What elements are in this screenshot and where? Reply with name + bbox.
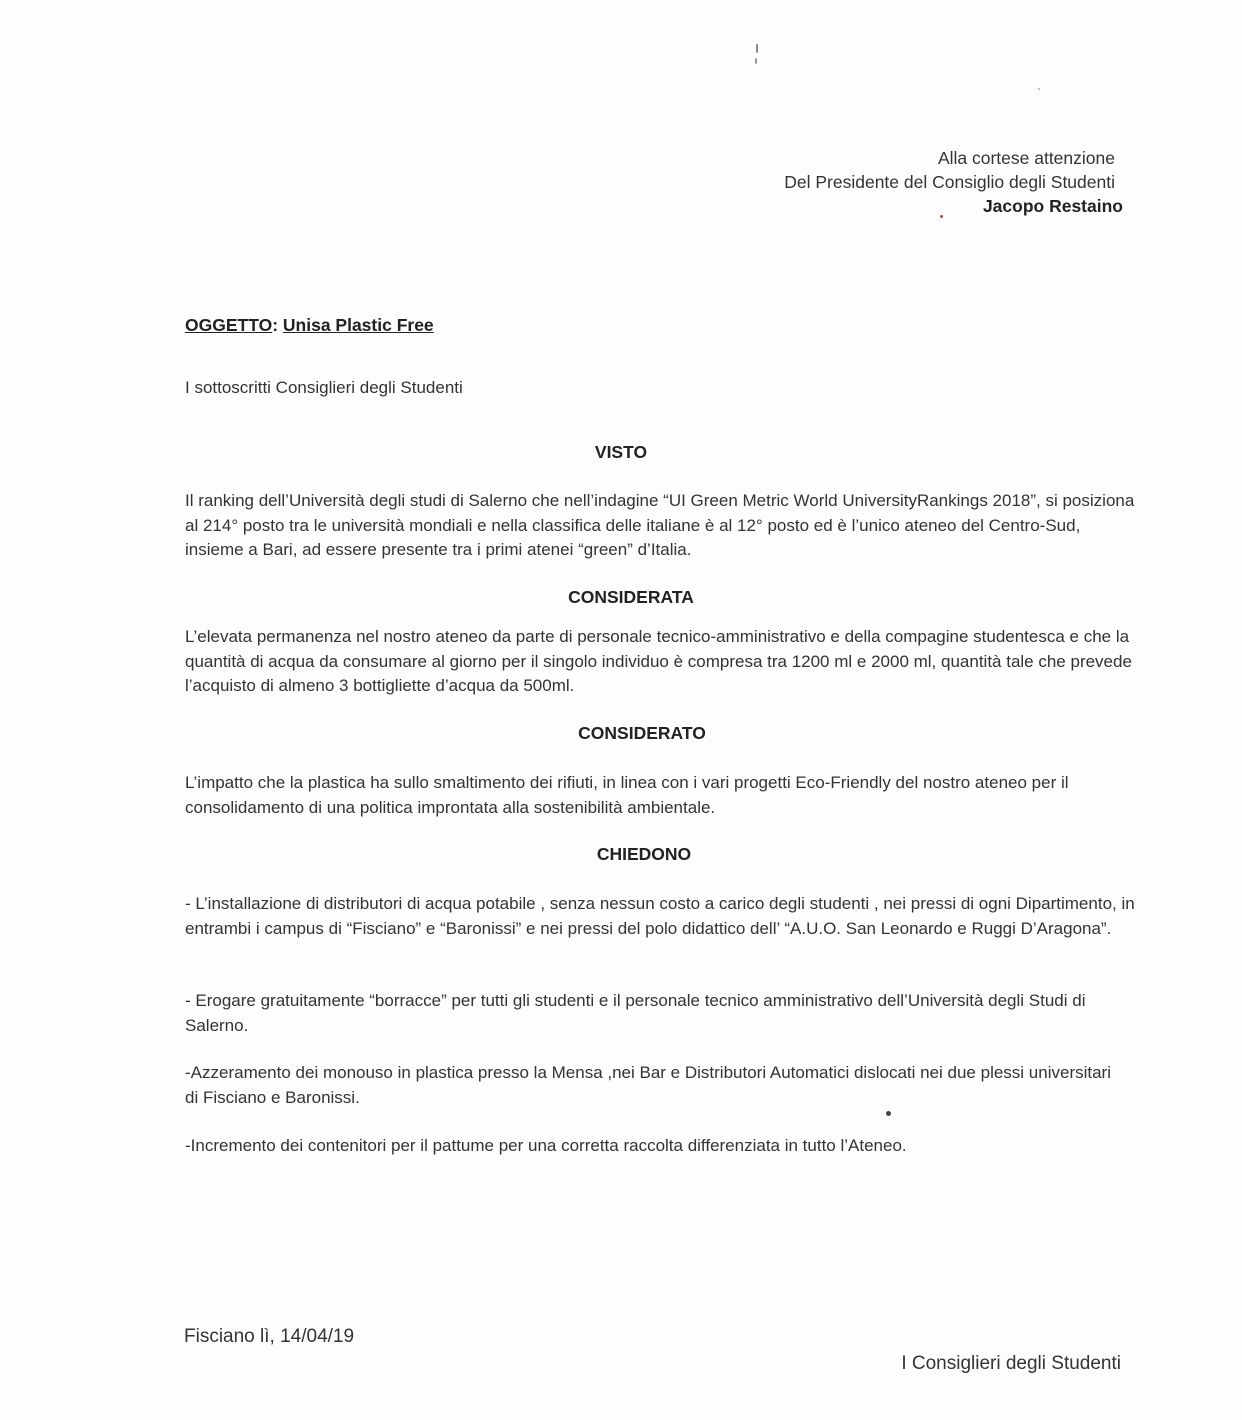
section-heading-considerata: CONSIDERATA (568, 587, 694, 607)
scan-speck (755, 58, 757, 64)
recipient-block (784, 146, 1123, 218)
scan-speck (756, 44, 758, 53)
request-item: -Azzeramento dei monouso in plastica presso la Mensa ,nei Bar e Distributori Automatici dislocati nei due plessi universitari di Fisciano e Baronissi. (185, 1063, 1111, 1107)
section-heading-considerato: CONSIDERATO (578, 723, 706, 743)
subject-title: Unisa Plastic Free (282, 315, 434, 335)
recipient-line-2: Del Presidente del Consiglio degli Studenti (784, 172, 1115, 192)
intro-text: I sottoscritti Consiglieri degli Studenti (185, 378, 463, 397)
request-item: -Incremento dei contenitori per il pattume per una corretta raccolta differenziata in tutto l’Ateneo. (185, 1136, 907, 1155)
signature-line: I Consiglieri degli Studenti (901, 1353, 1121, 1374)
subject-label: OGGETTO (185, 315, 273, 335)
section-heading-visto: VISTO (594, 442, 648, 462)
place-date: Fisciano lì, 14/04/19 (184, 1326, 355, 1347)
section-text-considerata: L’elevata permanenza nel nostro ateneo da parte di personale tecnico-amministrativo e della compagine studentesca e che la quantità di acqua da consumare al giorno per il singolo individuo è compresa tra 1200 ml e 2000 ml, quantità tale che prevede l’acquisto di almeno 3 bottigliette d’acqua da 500ml. (185, 627, 1132, 695)
section-text-visto: Il ranking dell’Università degli studi di Salerno che nell’indagine “UI Green Metric World UniversityRankings 2018”, si posiziona al 214° posto tra le università mondiali e nella classifica delle italiane è al 12° posto ed è l’unico ateneo del Centro-Sud, insieme a Bari, ad essere presente tra i primi atenei “green” d’Italia. (185, 491, 1135, 559)
subject-separator: : (272, 315, 279, 335)
request-item: - Erogare gratuitamente “borracce” per tutti gli studenti e il personale tecnico amministrativo dell’Università degli Studi di Salerno. (185, 991, 1086, 1035)
subject-line (185, 315, 434, 336)
scan-speck (1038, 88, 1040, 90)
request-item: - L’installazione di distributori di acqua potabile , senza nessun costo a carico degli studenti , nei pressi di ogni Dipartimento, in entrambi i campus di “Fisciano” e “Baronissi” e nei pressi del polo didattico dell’ “A.U.O. San Leonardo e Ruggi D’Aragona”. (185, 894, 1135, 938)
scan-speck (886, 1111, 891, 1116)
section-heading-chiedono: CHIEDONO (596, 844, 692, 864)
recipient-line-1: Alla cortese attenzione (937, 148, 1115, 168)
section-text-considerato: L’impatto che la plastica ha sullo smaltimento dei rifiuti, in linea con i vari progetti Eco-Friendly del nostro ateneo per il consolidamento di una politica improntata alla sostenibilità ambientale. (185, 773, 1069, 817)
recipient-name: Jacopo Restaino (982, 196, 1123, 216)
